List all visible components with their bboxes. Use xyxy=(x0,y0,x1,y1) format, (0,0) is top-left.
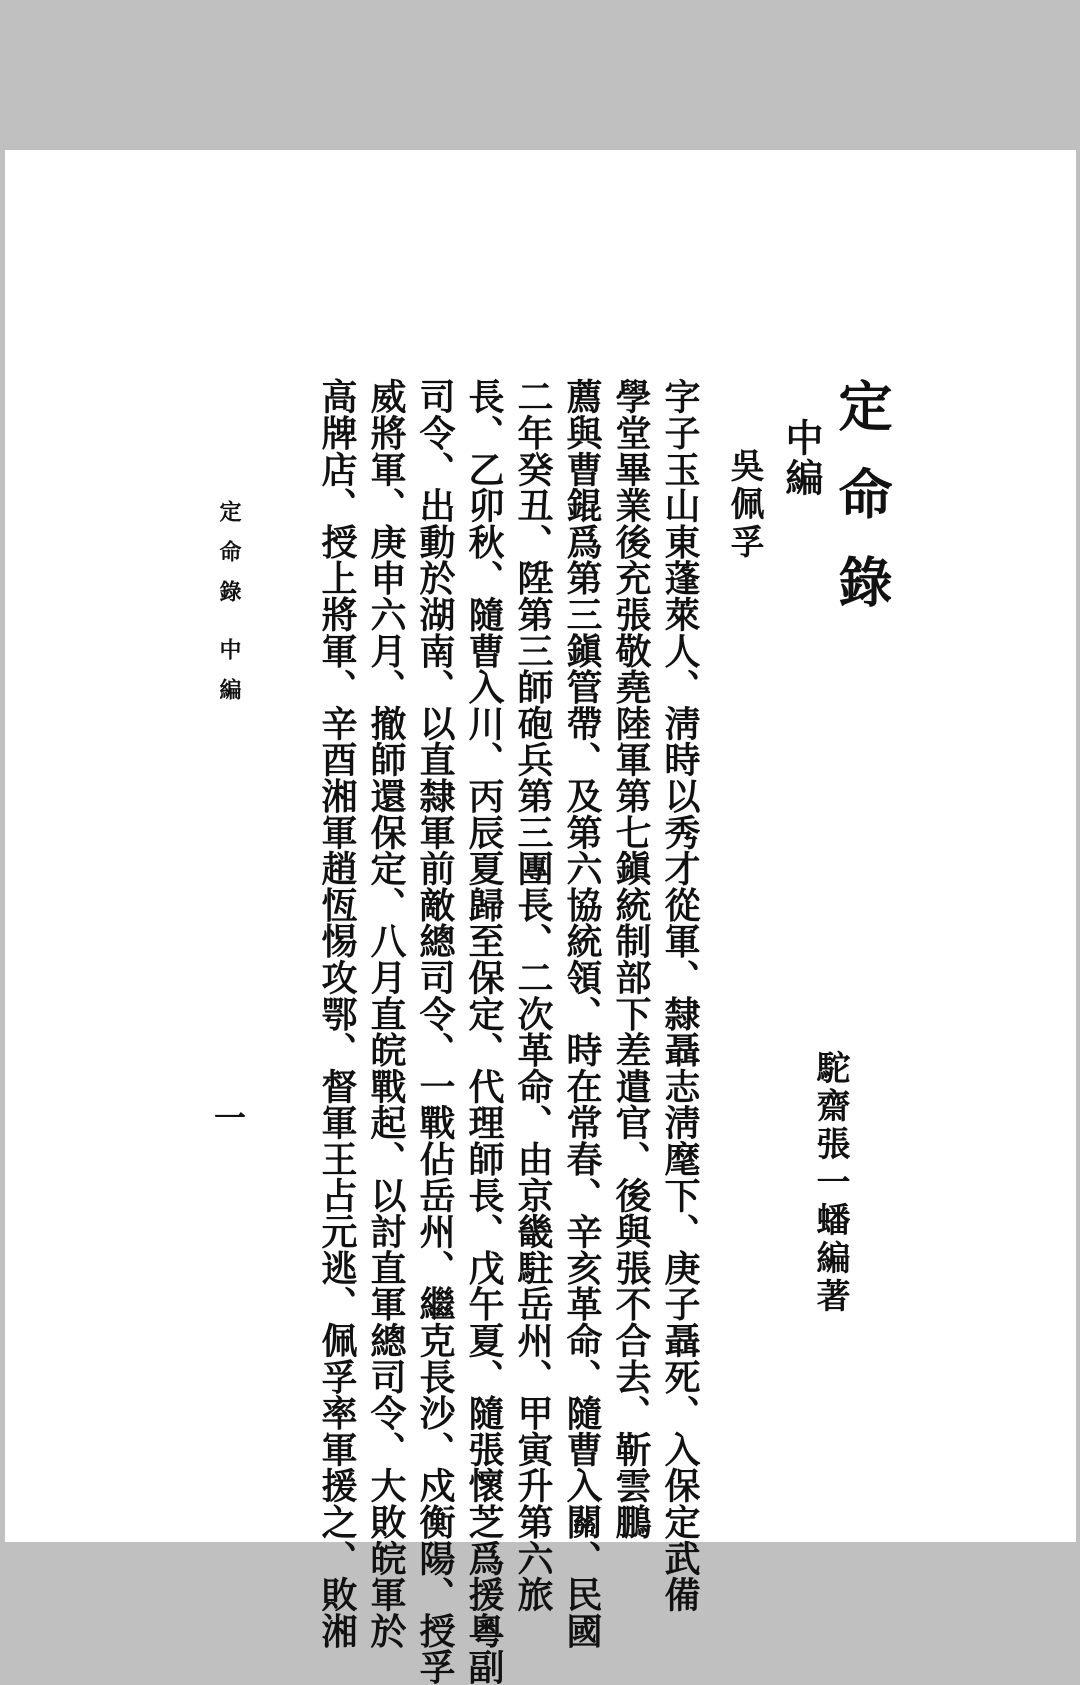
text-column-6: 司令、出動於湖南、以直隸軍前敵總司令、一戰佔岳州、繼克長沙、戍衡陽、授孚 xyxy=(414,378,456,1685)
footer-book-title: 定命錄 xyxy=(216,500,242,620)
page-number: 一 xyxy=(213,1099,246,1137)
book-title: 定命錄 xyxy=(830,378,894,642)
author-credit: 駝齋張一蟠編著 xyxy=(810,1050,850,1316)
book-page xyxy=(5,150,1076,1685)
text-column-4: 二年癸丑、陞第三師砲兵第三團長、二次革命、由京畿駐岳州、甲寅升第六旅 xyxy=(512,378,554,1613)
text-column-7: 威將軍、庚申六月、撤師還保定、八月直皖戰起、以討直軍總司令、大敗皖軍於 xyxy=(365,378,407,1649)
text-column-5: 長、乙卯秋、隨曹入川、丙辰夏歸至保定、代理師長、戊午夏、隨張懷芝爲援粵副 xyxy=(463,378,505,1685)
text-column-8: 高牌店、授上將軍、辛酉湘軍趙恆惕攻鄂、督軍王占元逃、佩孚率軍援之、敗湘 xyxy=(316,378,358,1649)
text-column-1: 字子玉山東蓬萊人、淸時以秀才從軍、隸聶志淸麾下、庚子聶死、入保定武備 xyxy=(659,378,701,1613)
text-column-2: 學堂畢業後充張敬堯陸軍第七鎭統制部下差遣官、後與張不合去、靳雲鵬 xyxy=(610,378,652,1540)
footer-section: 中編 xyxy=(216,638,242,718)
text-column-3: 薦與曹錕爲第三鎭管帶、及第六協統領、時在常春、辛亥革命、隨曹入關、民國 xyxy=(561,378,603,1649)
running-footer xyxy=(218,500,240,718)
section-heading: 中編 xyxy=(779,418,824,498)
chapter-subject: 吳佩孚 xyxy=(724,448,764,562)
